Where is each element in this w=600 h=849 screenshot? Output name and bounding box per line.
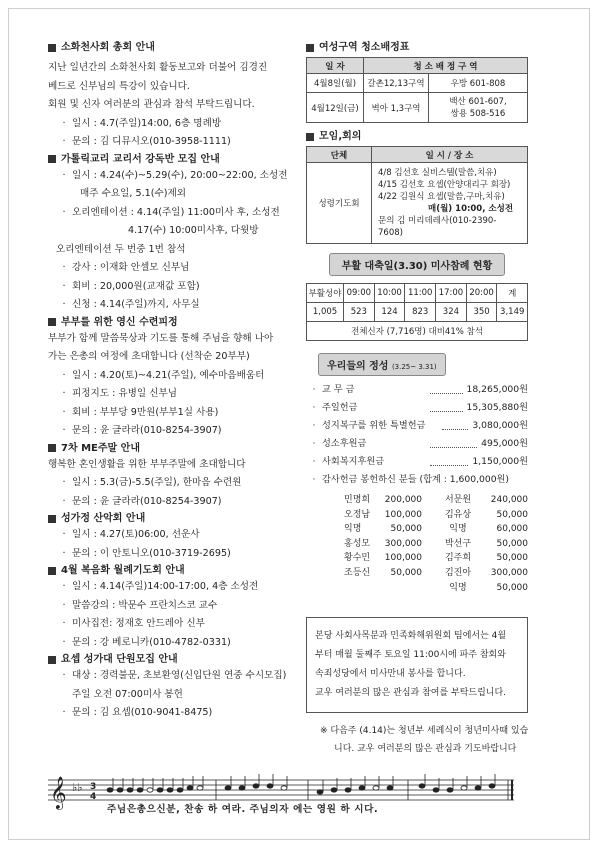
table-cell [372,163,528,244]
list-item: · 오리엔테이션 : 4.14(주일) 11:00미사 후, 소성전 [48,204,306,223]
list-item: · 말씀강의 : 박문수 프란치스코 교수 [48,597,306,616]
offer-title-text: 우리들의 정성 [327,361,389,372]
list-item: · 피정지도 : 유병일 신부님 [48,385,306,404]
table-header: 청 소 배 정 구 역 [364,58,528,74]
offer-amount: 1,150,000원 [472,456,528,467]
donor-amount: 60,000 [496,524,528,535]
thanks-row [344,508,528,523]
table-header: 17:00 [436,284,467,303]
section-heading: 요셉 성가대 단원모집 안내 [61,654,178,665]
table-header: 부활성야 [307,284,344,303]
section-heading: 4월 복음화 월례기도회 안내 [61,565,185,576]
donor-name: 오정남 [344,509,371,520]
donor-name: 조등신 [344,567,371,578]
thanks-label: · 감사헌금 봉헌하신 분들 (합계 : 1,600,000원) [306,471,509,489]
note-head [345,788,351,792]
section-heading: 여성구역 청소배정표 [319,42,410,53]
note-head [157,788,163,792]
note-head [475,786,481,790]
section-heading: 7차 ME주말 안내 [61,442,141,454]
section-title [48,652,306,667]
offer-row [306,453,528,471]
list-item: · 미사집전: 정재호 안드레아 신부 [48,615,306,634]
notice-line: 부터 매월 둘째주 토요일 11:00시에 파주 참회와 [315,650,506,661]
next-line: ※ 다음주 (4.14)는 청년부 세례식이 청년미사때 있습 [320,726,529,737]
dot-leader [430,453,468,466]
note-head [281,786,287,790]
text-line: 매주 수요일, 5.1(수)제외 [80,188,187,199]
section-title [48,441,306,456]
note-head [147,788,153,792]
list-item: · 문의 : 김 디뮤시오(010-3958-1111) [48,133,306,152]
note-head [187,786,193,790]
meeting-line: 매(월) 10:00, 소성전 [428,204,514,214]
text-line: 회원 및 신자 여러분의 관심과 참석 부탁드립니다. [48,99,255,110]
thanks-row [344,581,528,596]
donor-amount: 50,000 [496,553,528,564]
table-cell: 우방 601-808 [429,74,528,93]
meeting-line: 4/15 김선호 요셉(안양대리구 회장) [378,180,511,190]
donor-name: 민명희 [344,495,371,505]
list-item: · 일시 : 4.20(토)~4.21(주일), 예수마음배움터 [48,367,306,386]
table-cell: 1,005 [307,303,344,322]
note-head [461,786,467,790]
section-title [48,40,306,55]
donor-amount: 200,000 [384,495,422,505]
text-line: 4.17(수) 10:00미사후, 다윗방 [128,225,259,236]
note-head [433,788,439,792]
table-cell: 4월8일(월) [307,74,364,93]
note-head [331,788,337,792]
table-cell: 전체신자 (7,716명) 대비41% 참석 [307,322,528,341]
note-head [225,786,231,790]
note-head [373,786,379,790]
note-head [117,788,123,792]
square-bullet-icon [48,567,56,575]
thanks-row [344,522,528,537]
donor-amount: 240,000 [490,495,528,505]
table-header: 20:00 [466,284,497,303]
text-line: 주일 오전 07:00미사 봉헌 [72,688,183,700]
dot-leader [430,435,477,448]
table-cell: 124 [374,303,405,322]
table-row [307,322,528,341]
square-bullet-icon [306,133,314,141]
table-cell: 3,149 [497,303,528,322]
donor-name: 서문원 [444,495,472,505]
section-heading: 소화천사회 총회 안내 [61,42,155,53]
offer-row [306,381,528,399]
donor-name: 김주희 [444,553,472,564]
table-cell: 성령기도회 [307,163,372,244]
section-title [48,315,306,330]
offer-label: · 교 무 금 [306,381,426,399]
table-header: 일 시 / 장 소 [372,147,528,163]
table-header: 09:00 [344,284,375,303]
text-line: 베드로 신부님의 특강이 있습니다. [48,80,190,92]
offer-amount: 15,305,880원 [466,402,528,413]
table-header: 단체 [307,147,372,163]
note-head [197,786,203,790]
table-cell: 324 [436,303,467,322]
table-cell: 4월12일(금) [307,93,364,123]
donor-amount: 50,000 [390,524,422,535]
table-header: 일 자 [307,58,364,74]
donor-name: 홍성모 [344,538,371,549]
offer-label: · 사회복지후원금 [306,453,426,471]
meeting-line: 문의 김 미리데레사(010-2390-7608) [378,216,497,238]
list-item: · 문의 : 이 안토니오(010-3719-2695) [48,545,306,564]
table-cell: 823 [405,303,436,322]
list-item: · 문의 : 윤 글라라(010-8254-3907) [48,422,306,441]
text-line: 오리엔테이션 두 번중 1번 참석 [56,243,186,255]
square-bullet-icon [48,155,56,163]
offer-title [318,353,446,376]
easter-table [306,283,528,341]
section-title [306,40,528,55]
square-bullet-icon [48,444,56,452]
notes-group [107,774,495,794]
list-item: · 회비 : 20,000원(교재값 포함) [48,278,306,297]
donor-amount: 50,000 [496,509,528,520]
offer-row [306,399,528,417]
table-header: 11:00 [405,284,436,303]
note-head [239,786,245,790]
easter-title-wrap [306,253,528,276]
table-row [307,284,528,303]
list-item: · 신청 : 4.14(주일)까지, 사무실 [48,296,306,315]
donor-name: 박선구 [444,538,472,549]
note-head [107,788,113,792]
list-item: · 문의 : 윤 글라라(010-8254-3907) [48,493,306,512]
donor-amount: 300,000 [490,567,528,578]
donor-name: 김유상 [444,509,472,520]
donor-name [344,581,378,596]
donor-name: 익명 [449,582,467,593]
donor-amount: 100,000 [384,553,422,564]
donor-amount: 50,000 [496,538,528,549]
donor-name: 익명 [449,524,467,535]
lyrics-line: 주님은총으신분, 찬송 하 여라. 주님의자 에는 영원 하 시다. [107,804,379,815]
list-item: · 일시 : 4.14(주일)14:00-17:00, 4층 소성전 [48,578,306,597]
table-header: 계 [497,284,528,303]
table-cell: 523 [344,303,375,322]
text-line: 행복한 혼인생활을 위한 부부주말에 초대합니다 [48,458,246,470]
donor-name: 김진아 [444,567,472,578]
offer-label: · 성소후원금 [306,435,426,453]
time-signature: 4 [90,792,97,802]
thanks-row [344,551,528,566]
square-bullet-icon [48,515,56,523]
section-heading: 모임,회의 [319,131,362,142]
list-item: · 일시 : 5.3(금)-5.5(주일), 한마음 수련원 [48,474,306,493]
donor-amount: 50,000 [390,567,422,578]
table-row [307,74,528,93]
left-column [48,40,306,723]
section-title [48,152,306,167]
offer-label: · 주일헌금 [306,399,426,417]
note-head [387,786,393,790]
table-cell: 갈촌12,13구역 [364,74,429,93]
donor-amount [378,581,422,596]
offer-amount: 18,265,000원 [466,384,528,395]
offer-row [306,417,528,435]
table-header: 10:00 [374,284,405,303]
dot-leader [430,381,463,394]
note-head [253,784,259,788]
section-title [48,511,306,526]
table-cell: 벽아 1,3구역 [364,93,429,123]
square-bullet-icon [48,656,56,664]
section-heading: 성가정 산악회 안내 [61,513,146,524]
square-bullet-icon [48,318,56,326]
donor-name: 익명 [344,524,362,535]
note-head [177,788,183,792]
section-heading: 부부를 위한 영신 수련피정 [61,316,178,328]
note-head [137,788,143,792]
text-line: 지난 일년간의 소화천사회 활동보고와 더불어 김경진 [48,62,268,73]
dot-leader [430,399,463,412]
offer-amount: 3,080,000원 [472,420,528,431]
cleaning-table [306,57,528,123]
list-item: · 문의 : 강 베로니카(010-4782-0331) [48,634,306,653]
list-item: · 문의 : 김 요셉(010-9041-8475) [48,704,306,723]
notice-line: 교우 여러분의 많은 관심과 참여를 부탁드립니다. [315,688,507,699]
table-row [307,163,528,244]
text-line: 부부가 함께 말씀묵상과 기도를 통해 주님을 향해 나아 [48,332,274,344]
thanks-row [344,566,528,581]
offer-row [306,435,528,453]
donor-amount: 100,000 [384,509,422,520]
meeting-table [306,146,528,244]
dot-leader [442,417,468,430]
list-item: · 회비 : 부부당 9만원(부부1실 사용) [48,404,306,423]
note-head [267,784,273,788]
treble-clef-icon: 𝄞 [50,776,67,809]
notice-box [306,617,528,713]
thanks-row [344,493,528,508]
square-bullet-icon [48,44,56,52]
offer-list [306,381,528,489]
table-cell: 백산 601-607, 쌍용 508-516 [429,93,528,123]
table-row [307,303,528,322]
notice-line: 본당 사회사목분과 민족화해위원회 팀에서는 4월 [315,631,507,642]
easter-title: 부활 대축일(3.30) 미사참례 현황 [329,253,506,276]
flat-icon: ♭♭ [72,781,83,794]
notice-line: 속죄성당에서 미사만내 봉사를 합니다. [315,669,466,680]
section-heading: 가톨릭교리 교리서 강독반 모집 안내 [61,153,220,165]
meeting-line: 4/8 김선호 실비스텔(말씀,치유) [378,168,497,178]
text-line: 가는 은총의 여정에 초대합니다 (선착순 20부부) [48,351,250,362]
note-head [489,784,495,788]
square-bullet-icon [306,44,314,52]
list-item: · 일시 : 4.27(토)06:00, 선운사 [48,526,306,545]
section-title [48,563,306,578]
section-title [306,129,528,144]
time-signature: 3 [90,782,97,792]
note-head [167,788,173,792]
offer-period: (3.25~ 3.31) [391,363,437,371]
donor-amount: 300,000 [384,538,422,549]
table-row [307,93,528,123]
offer-title-wrap [306,353,528,376]
list-item: · 대상 : 경력불문, 초보환영(신입단원 연중 수시모집) [48,667,306,686]
table-cell: 350 [466,303,497,322]
list-item: · 강사 : 이재화 안셀모 신부님 [48,259,306,278]
note-head [127,788,133,792]
donor-name: 황수민 [344,553,371,564]
note-head [447,788,453,792]
offer-amount: 495,000원 [481,438,528,449]
note-head [359,786,365,790]
offer-label: · 성지복구를 위한 특별헌금 [306,417,438,435]
list-item: · 일시 : 4.7(주일)14:00, 6층 명례방 [48,115,306,134]
note-head [419,784,425,788]
list-item: · 일시 : 4.24(수)~5.29(수), 20:00~22:00, 소성전 [48,167,306,186]
note-head [317,790,323,794]
next-week-note [306,722,528,758]
offer-row [306,471,528,489]
thanks-row [344,537,528,552]
next-line: 니다. 교우 여러분의 많은 관심과 기도바랍니다 [334,744,517,755]
meeting-line: 4/22 김원식 요셉(말씀,구마,치유) [378,192,505,202]
right-column [306,40,528,758]
thanks-list [344,493,528,595]
donor-amount: 50,000 [496,582,528,593]
